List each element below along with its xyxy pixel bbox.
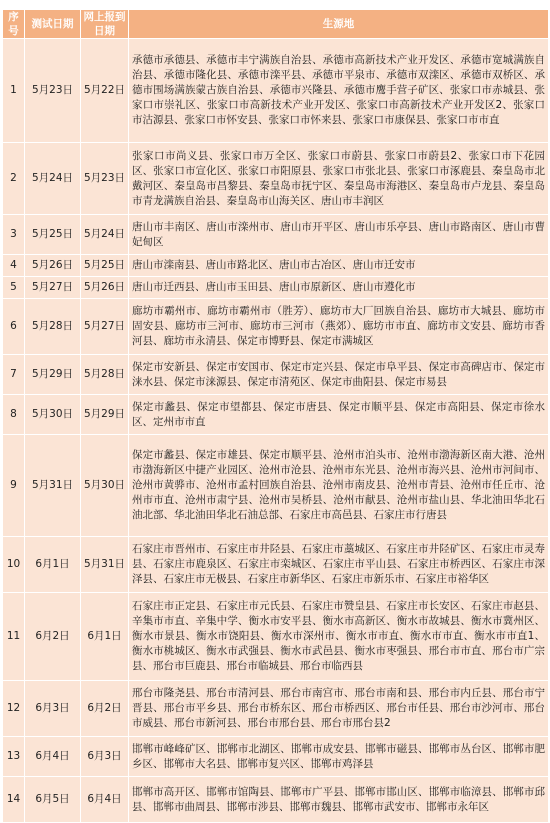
row-source: 邯郸市峰峰矿区、邯郸市北湖区、邯郸市成安县、邯郸市磁县、邯郸市丛台区、邯郸市肥乡区、邯郸市大名县、邯郸市复兴区、邯郸市鸡泽县 bbox=[129, 737, 549, 777]
row-signup-date: 5月22日 bbox=[81, 39, 129, 143]
table-row bbox=[3, 777, 549, 823]
row-no: 12 bbox=[3, 681, 25, 737]
header-row bbox=[3, 10, 549, 39]
row-source: 唐山市滦南县、唐山市路北区、唐山市古冶区、唐山市迁安市 bbox=[129, 255, 549, 277]
row-signup-date: 5月27日 bbox=[81, 299, 129, 355]
row-source: 石家庄市晋州市、石家庄市井陉县、石家庄市藁城区、石家庄市井陉矿区、石家庄市灵寿县、石家庄市鹿泉区、石家庄市栾城区、石家庄市平山县、石家庄市桥西区、石家庄市深泽县、石家庄市无极县、石家庄市新华区、石家庄市新乐市、石家庄市裕华区 bbox=[129, 537, 549, 593]
row-source: 承德市承德县、承德市丰宁满族自治县、承德市高新技术产业开发区、承德市宽城满族自治县、承德市隆化县、承德市滦平县、承德市平泉市、承德市双滦区、承德市双桥区、承德市围场满族蒙古族自治县、承德市兴隆县、承德市鹰手营子矿区、张家口市赤城县、张家口市崇礼区、张家口市高新技术产业开发区、张家口市高新技术产业开发区2、张家口市沽源县、张家口市怀安县、张家口市怀来县、张家口市康保县、张家口市市直 bbox=[129, 39, 549, 143]
row-signup-date: 6月1日 bbox=[81, 593, 129, 681]
row-test-date: 6月1日 bbox=[25, 537, 81, 593]
row-test-date: 5月23日 bbox=[25, 39, 81, 143]
row-signup-date: 5月23日 bbox=[81, 143, 129, 215]
table-row bbox=[3, 681, 549, 737]
row-source: 邢台市隆尧县、邢台市清河县、邢台市南宫市、邢台市南和县、邢台市内丘县、邢台市宁晋县、邢台市平乡县、邢台市桥东区、邢台市桥西区、邢台市任县、邢台市沙河市、邢台市威县、邢台市新河县、邢台市邢台县、邢台市邢台县2 bbox=[129, 681, 549, 737]
row-source: 廊坊市霸州市、廊坊市霸州市（胜芳）、廊坊市大厂回族自治县、廊坊市大城县、廊坊市固安县、廊坊市三河市、廊坊市三河市（燕郊）、廊坊市市直、廊坊市文安县、廊坊市香河县、廊坊市永清县、保定市博野县、保定市满城区 bbox=[129, 299, 549, 355]
row-no: 4 bbox=[3, 255, 25, 277]
table-row bbox=[3, 39, 549, 143]
table-row bbox=[3, 435, 549, 537]
row-no: 5 bbox=[3, 277, 25, 299]
row-signup-date: 6月2日 bbox=[81, 681, 129, 737]
table-row bbox=[3, 277, 549, 299]
row-test-date: 6月3日 bbox=[25, 681, 81, 737]
row-test-date: 5月30日 bbox=[25, 395, 81, 435]
table-row bbox=[3, 537, 549, 593]
row-signup-date: 5月26日 bbox=[81, 277, 129, 299]
row-no: 9 bbox=[3, 435, 25, 537]
row-no: 1 bbox=[3, 39, 25, 143]
row-test-date: 5月25日 bbox=[25, 215, 81, 255]
row-no: 10 bbox=[3, 537, 25, 593]
header-test-date: 测试日期 bbox=[25, 10, 81, 39]
schedule-table bbox=[2, 9, 549, 823]
row-source: 石家庄市正定县、石家庄市元氏县、石家庄市赞皇县、石家庄市长安区、石家庄市赵县、辛集市市直、辛集中学、衡水市安平县、衡水市高新区、衡水市故城县、衡水市冀州区、衡水市景县、衡水市饶阳县、衡水市深州市、衡水市市直、衡水市市直、衡水市市直1、衡水市桃城区、衡水市武强县、衡水市武邑县、衡水市枣强县、邢台市市直、邢台市广宗县、邢台市巨鹿县、邢台市临城县、邢台市临西县 bbox=[129, 593, 549, 681]
row-signup-date: 5月31日 bbox=[81, 537, 129, 593]
row-test-date: 5月24日 bbox=[25, 143, 81, 215]
row-no: 6 bbox=[3, 299, 25, 355]
row-no: 14 bbox=[3, 777, 25, 823]
row-source: 保定市蠡县、保定市雄县、保定市顺平县、沧州市泊头市、沧州市渤海新区南大港、沧州市渤海新区中捷产业园区、沧州市沧县、沧州市东光县、沧州市海兴县、沧州市河间市、沧州市黄骅市、沧州市孟村回族自治县、沧州市南皮县、沧州市青县、沧州市任丘市、沧州市市直、沧州市肃宁县、沧州市吴桥县、沧州市献县、沧州市盐山县、华北油田华北石油北部、华北油田华北石油总部、石家庄市高邑县、石家庄市行唐县 bbox=[129, 435, 549, 537]
row-source: 唐山市迁西县、唐山市玉田县、唐山市原新区、唐山市遵化市 bbox=[129, 277, 549, 299]
table-row bbox=[3, 355, 549, 395]
header-signup-date: 网上报到日期 bbox=[81, 10, 129, 39]
row-source: 保定市蠡县、保定市望都县、保定市唐县、保定市顺平县、保定市高阳县、保定市徐水区、定州市市直 bbox=[129, 395, 549, 435]
row-source: 保定市安新县、保定市安国市、保定市定兴县、保定市阜平县、保定市高碑店市、保定市涞水县、保定市涞源县、保定市清苑区、保定市曲阳县、保定市易县 bbox=[129, 355, 549, 395]
row-signup-date: 6月3日 bbox=[81, 737, 129, 777]
row-test-date: 5月28日 bbox=[25, 299, 81, 355]
row-test-date: 6月2日 bbox=[25, 593, 81, 681]
row-signup-date: 5月29日 bbox=[81, 395, 129, 435]
row-test-date: 5月26日 bbox=[25, 255, 81, 277]
row-test-date: 5月31日 bbox=[25, 435, 81, 537]
row-no: 7 bbox=[3, 355, 25, 395]
table-row bbox=[3, 299, 549, 355]
row-signup-date: 6月4日 bbox=[81, 777, 129, 823]
table-row bbox=[3, 143, 549, 215]
header-source: 生源地 bbox=[129, 10, 549, 39]
row-no: 3 bbox=[3, 215, 25, 255]
row-source: 张家口市尚义县、张家口市万全区、张家口市蔚县、张家口市蔚县2、张家口市下花园区、张家口市宣化区、张家口市阳原县、张家口市张北县、张家口市涿鹿县、秦皇岛市北戴河区、秦皇岛市昌黎县、秦皇岛市抚宁区、秦皇岛市海港区、秦皇岛市卢龙县、秦皇岛市青龙满族自治县、秦皇岛市山海关区、唐山市丰润区 bbox=[129, 143, 549, 215]
row-test-date: 6月5日 bbox=[25, 777, 81, 823]
row-no: 13 bbox=[3, 737, 25, 777]
row-test-date: 6月4日 bbox=[25, 737, 81, 777]
row-test-date: 5月27日 bbox=[25, 277, 81, 299]
table-body bbox=[3, 39, 549, 823]
row-no: 8 bbox=[3, 395, 25, 435]
row-signup-date: 5月28日 bbox=[81, 355, 129, 395]
row-source: 邯郸市高开区、邯郸市馆陶县、邯郸市广平县、邯郸市邯山区、邯郸市临漳县、邯郸市邱县、邯郸市曲周县、邯郸市涉县、邯郸市魏县、邯郸市武安市、邯郸市永年区 bbox=[129, 777, 549, 823]
table-row bbox=[3, 255, 549, 277]
row-no: 2 bbox=[3, 143, 25, 215]
row-source: 唐山市丰南区、唐山市滦州市、唐山市开平区、唐山市乐亭县、唐山市路南区、唐山市曹妃甸区 bbox=[129, 215, 549, 255]
header-no: 序号 bbox=[3, 10, 25, 39]
table-row bbox=[3, 395, 549, 435]
table-row bbox=[3, 215, 549, 255]
row-signup-date: 5月25日 bbox=[81, 255, 129, 277]
table-row bbox=[3, 593, 549, 681]
row-signup-date: 5月30日 bbox=[81, 435, 129, 537]
table-row bbox=[3, 737, 549, 777]
row-signup-date: 5月24日 bbox=[81, 215, 129, 255]
row-no: 11 bbox=[3, 593, 25, 681]
row-test-date: 5月29日 bbox=[25, 355, 81, 395]
